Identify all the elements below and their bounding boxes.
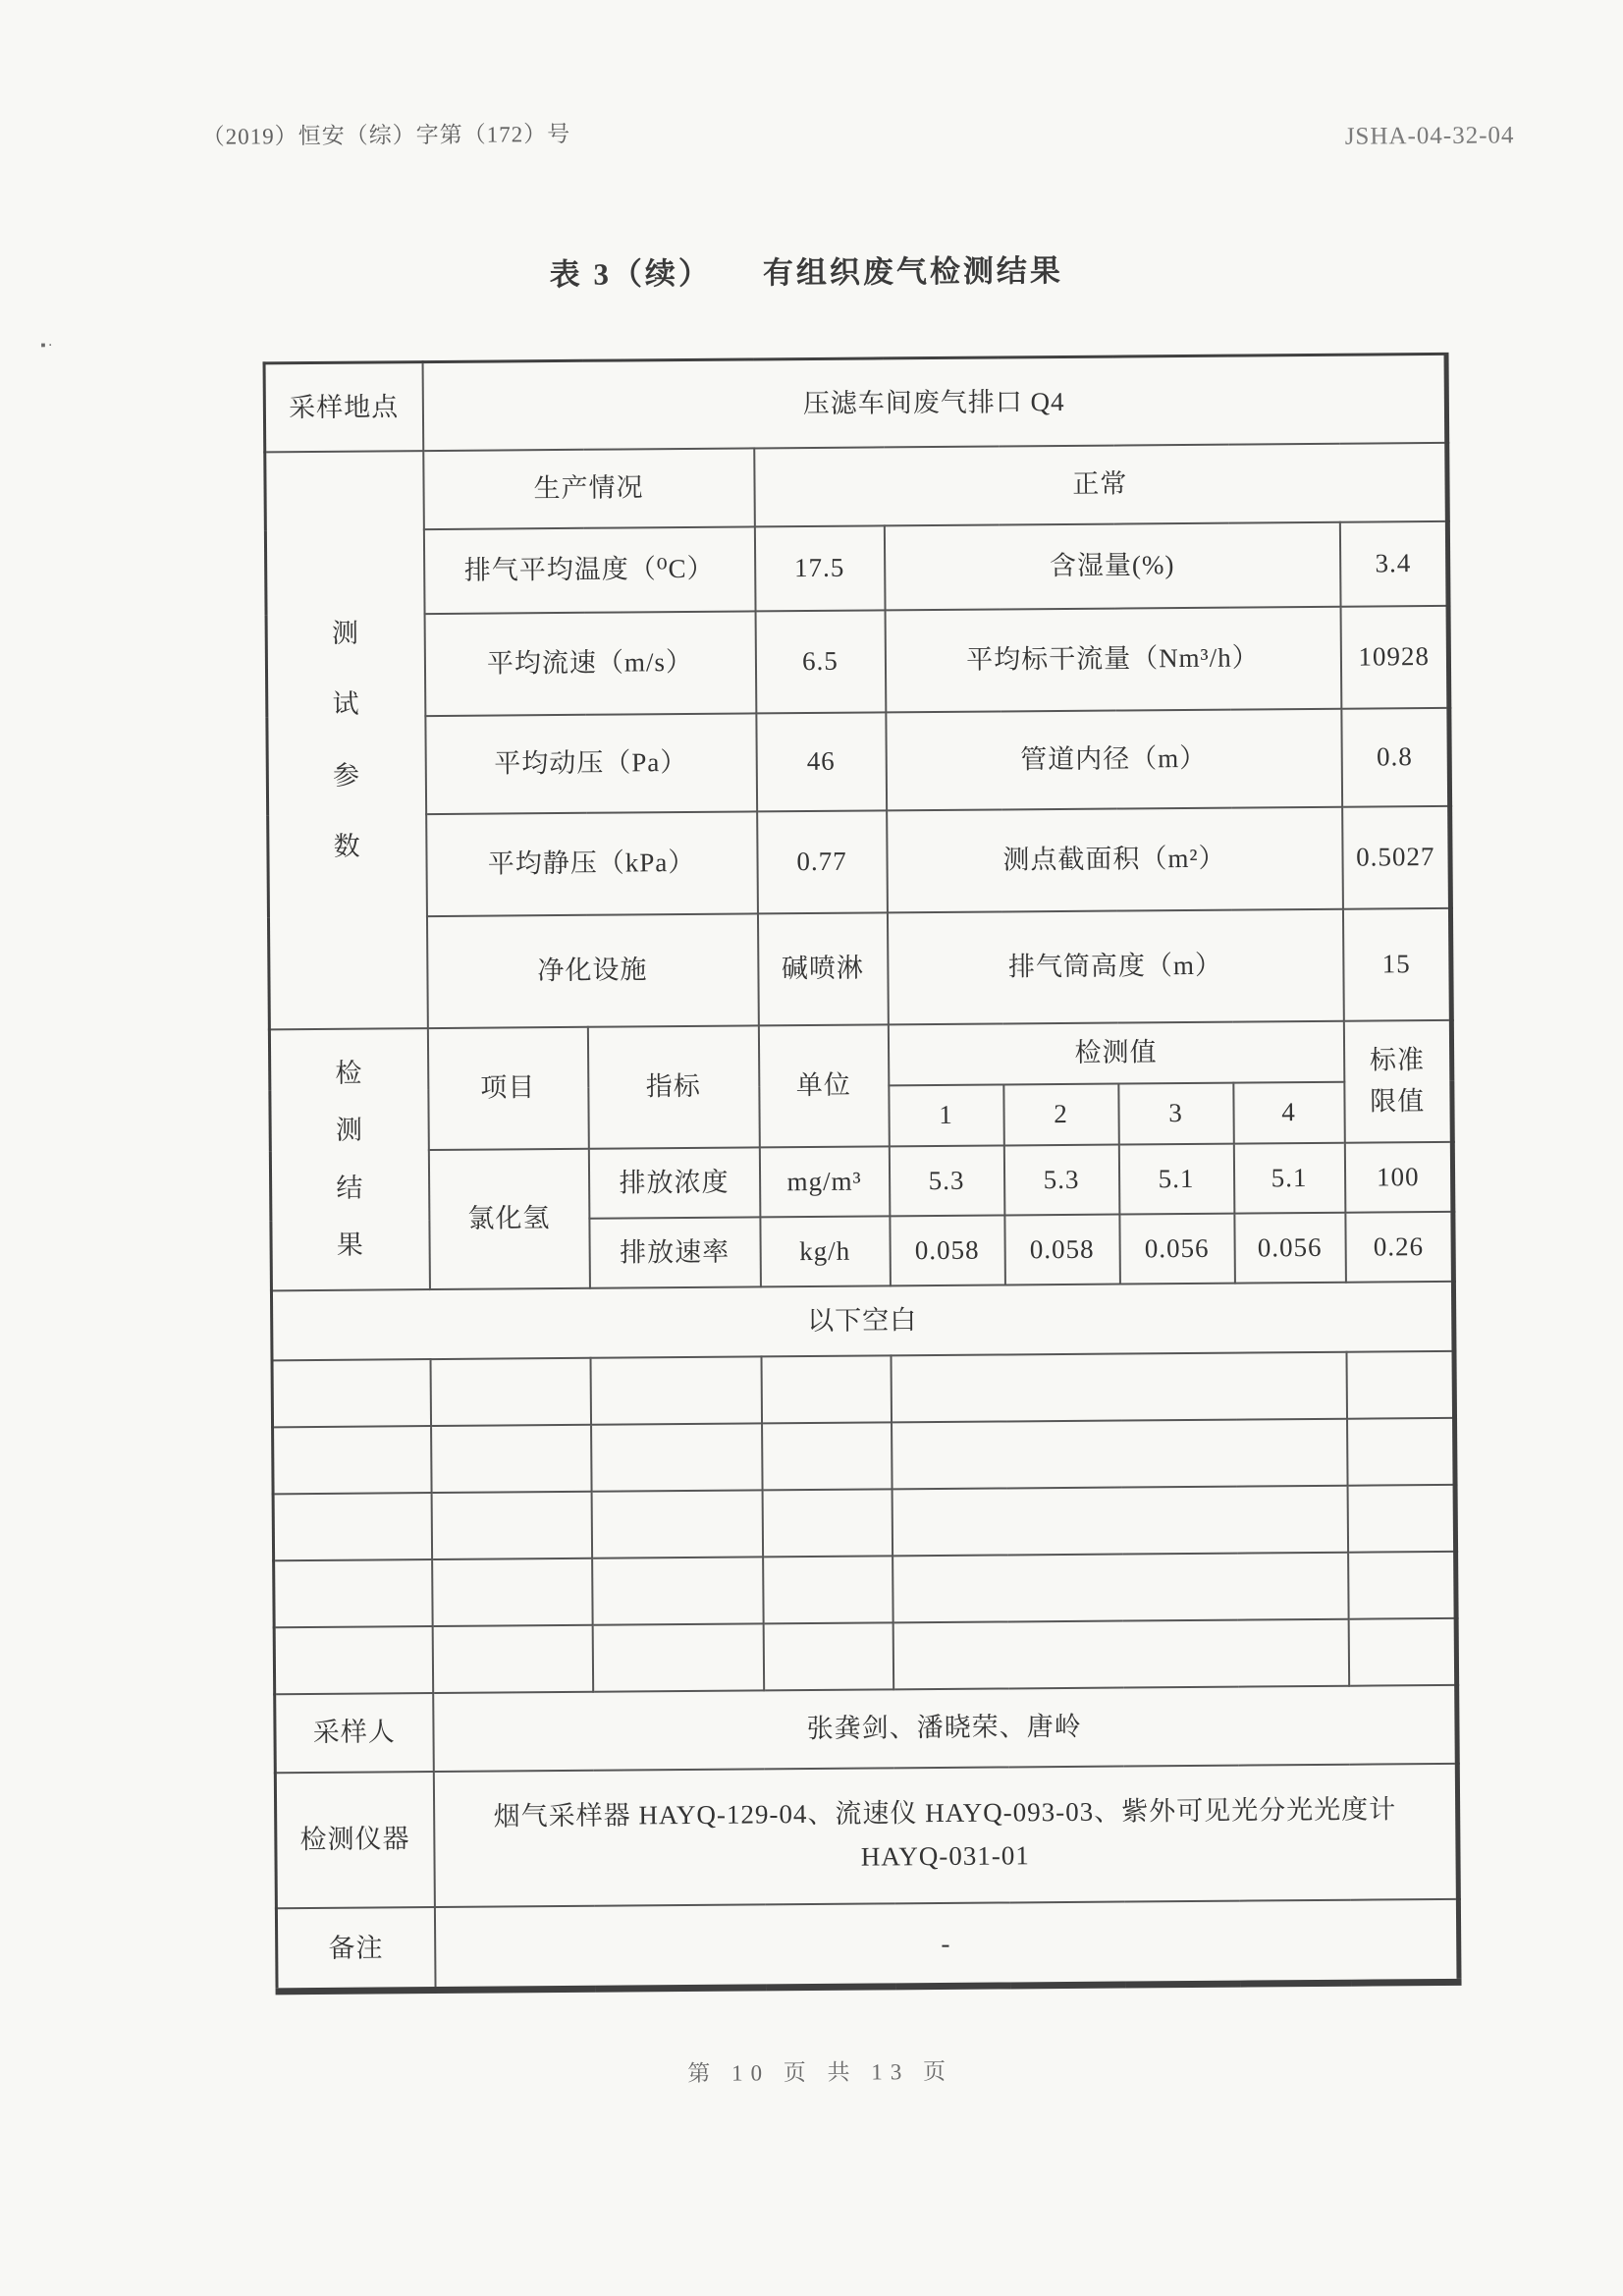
empty-cell	[431, 1424, 592, 1492]
empty-cell	[762, 1489, 893, 1557]
col-header-unit: 单位	[758, 1024, 889, 1147]
param-value: 46	[756, 712, 887, 811]
results-char: 结	[336, 1173, 364, 1203]
empty-cell	[432, 1624, 593, 1692]
row-blank-note	[271, 1281, 1454, 1359]
empty-cell	[590, 1356, 762, 1424]
row-param-purification	[268, 907, 1451, 1028]
param-name: 净化设施	[426, 913, 758, 1028]
row-empty	[274, 1551, 1456, 1626]
param-name: 测点截面积（m²）	[887, 806, 1343, 912]
unit-value: mg/m³	[759, 1146, 890, 1217]
test-params-char: 参	[332, 760, 361, 791]
row-production-status	[265, 442, 1448, 529]
unit-value: kg/h	[760, 1216, 891, 1286]
page-number: 第 10 页 共 13 页	[687, 2058, 954, 2087]
empty-cell	[273, 1493, 432, 1560]
table-title	[0, 242, 1618, 299]
instruments-line1: 烟气采样器 HAYQ-129-04、流速仪 HAYQ-093-03、紫外可见光分光光度计	[493, 1794, 1397, 1831]
empty-cell	[1347, 1417, 1456, 1485]
param-value: 3.4	[1339, 520, 1448, 606]
param-name: 排气筒高度（m）	[887, 908, 1343, 1024]
production-status-label: 生产情况	[423, 448, 755, 529]
measured-value: 5.1	[1233, 1142, 1345, 1213]
results-char: 果	[336, 1230, 364, 1260]
param-value: 0.8	[1341, 707, 1450, 806]
param-name: 含湿量(%)	[884, 521, 1340, 610]
empty-cell	[274, 1559, 433, 1627]
row-empty	[272, 1350, 1454, 1426]
instruments-line2: HAYQ-031-01	[860, 1839, 1030, 1872]
measured-value: 0.058	[890, 1215, 1005, 1285]
sampler-names: 张龚剑、潘晓荣、唐岭	[433, 1684, 1458, 1771]
param-value: 0.5027	[1342, 805, 1451, 908]
empty-cell	[273, 1426, 432, 1494]
param-name: 平均动压（Pa）	[425, 713, 757, 814]
param-value: 10928	[1340, 605, 1449, 708]
indicator-name: 排放速率	[589, 1217, 761, 1287]
limit-value: 0.26	[1345, 1211, 1454, 1282]
empty-cell	[762, 1422, 893, 1490]
row-sampling-site	[264, 354, 1447, 451]
limit-value: 100	[1344, 1141, 1453, 1212]
value-index: 4	[1233, 1081, 1344, 1143]
param-value: 17.5	[754, 525, 885, 611]
empty-cell	[763, 1556, 893, 1623]
empty-cell	[893, 1618, 1349, 1689]
limit-line: 标准	[1369, 1044, 1426, 1075]
scan-artifact: ▪·	[40, 338, 55, 355]
results-char: 测	[335, 1115, 364, 1145]
measured-value: 5.1	[1118, 1143, 1234, 1214]
measured-value: 5.3	[1003, 1144, 1119, 1215]
col-header-standard-limit	[1343, 1019, 1452, 1142]
empty-cell	[763, 1622, 893, 1690]
measured-value: 0.058	[1004, 1214, 1120, 1285]
test-params-vertical-label	[332, 615, 361, 864]
empty-cell	[432, 1558, 593, 1625]
measured-value: 0.056	[1234, 1212, 1346, 1283]
row-results-header	[269, 1019, 1451, 1089]
results-section-label	[269, 1028, 429, 1290]
test-params-section-label	[265, 451, 428, 1029]
empty-cell	[592, 1557, 764, 1624]
col-header-measured-values: 检测值	[888, 1020, 1343, 1085]
param-name: 平均流速（m/s）	[424, 611, 756, 716]
empty-cell	[1346, 1350, 1455, 1418]
row-param-temperature	[265, 520, 1448, 614]
pollutant-name: 氯化氢	[428, 1148, 589, 1288]
form-code: JSHA-04-32-04	[1344, 122, 1515, 150]
row-remark	[276, 1898, 1459, 1991]
measured-value: 5.3	[889, 1145, 1004, 1216]
param-name: 管道内径（m）	[886, 708, 1342, 810]
value-index: 3	[1118, 1082, 1233, 1144]
sampling-site-value: 压滤车间废气排口 Q4	[422, 354, 1447, 450]
table-title-number: 表 3（续）	[549, 255, 713, 293]
empty-cell	[592, 1623, 764, 1691]
col-header-item: 项目	[427, 1026, 588, 1149]
row-sampler	[275, 1684, 1458, 1772]
limit-line: 限值	[1370, 1085, 1426, 1117]
row-empty	[274, 1617, 1456, 1693]
empty-cell	[591, 1423, 763, 1491]
sampling-site-label: 采样地点	[264, 362, 423, 452]
param-value: 15	[1342, 907, 1451, 1020]
empty-cell	[893, 1552, 1349, 1622]
param-name: 平均静压（kPa）	[426, 811, 758, 916]
test-params-char: 试	[332, 688, 360, 719]
results-char: 检	[335, 1058, 363, 1088]
row-empty	[273, 1417, 1455, 1493]
indicator-name: 排放浓度	[588, 1147, 760, 1218]
empty-cell	[430, 1357, 591, 1425]
row-param-static-pressure	[268, 805, 1451, 916]
remark-label: 备注	[276, 1907, 435, 1992]
value-index: 1	[889, 1084, 1003, 1146]
empty-cell	[591, 1490, 763, 1558]
sampler-label: 采样人	[275, 1693, 434, 1773]
empty-cell	[892, 1418, 1348, 1489]
instruments-list	[433, 1763, 1458, 1906]
row-result-concentration	[270, 1141, 1453, 1220]
measured-value: 0.056	[1119, 1213, 1235, 1284]
col-header-indicator: 指标	[587, 1025, 759, 1148]
param-name: 平均标干流量（Nm³/h）	[885, 606, 1341, 712]
row-empty	[273, 1484, 1455, 1559]
empty-cell	[1347, 1484, 1456, 1552]
empty-cell	[272, 1359, 431, 1427]
results-vertical-label	[335, 1055, 364, 1263]
empty-cell	[891, 1351, 1347, 1422]
param-value: 碱喷淋	[757, 912, 888, 1025]
test-params-char: 测	[331, 618, 360, 648]
empty-cell	[1348, 1551, 1457, 1618]
row-param-dynamic-pressure	[267, 707, 1450, 814]
emission-results-table	[263, 353, 1462, 1995]
document-number: （2019）恒安（综）字第（172）号	[201, 121, 571, 149]
empty-cell	[431, 1491, 592, 1558]
empty-cell	[761, 1355, 892, 1423]
param-value: 0.77	[757, 810, 888, 913]
empty-cell	[1348, 1617, 1457, 1685]
production-status-value: 正常	[754, 442, 1448, 526]
table-title-text: 有组织废气检测结果	[762, 252, 1064, 291]
row-param-velocity	[266, 605, 1449, 716]
param-value: 6.5	[755, 610, 886, 713]
value-index: 2	[1003, 1083, 1118, 1145]
empty-cell	[892, 1485, 1348, 1556]
blank-note: 以下空白	[271, 1281, 1454, 1359]
instruments-label: 检测仪器	[275, 1772, 434, 1908]
remark-value: -	[434, 1898, 1459, 1990]
param-name: 排气平均温度（⁰C）	[423, 526, 755, 614]
empty-cell	[274, 1626, 433, 1694]
row-instruments	[275, 1763, 1458, 1907]
test-params-char: 数	[333, 831, 361, 861]
